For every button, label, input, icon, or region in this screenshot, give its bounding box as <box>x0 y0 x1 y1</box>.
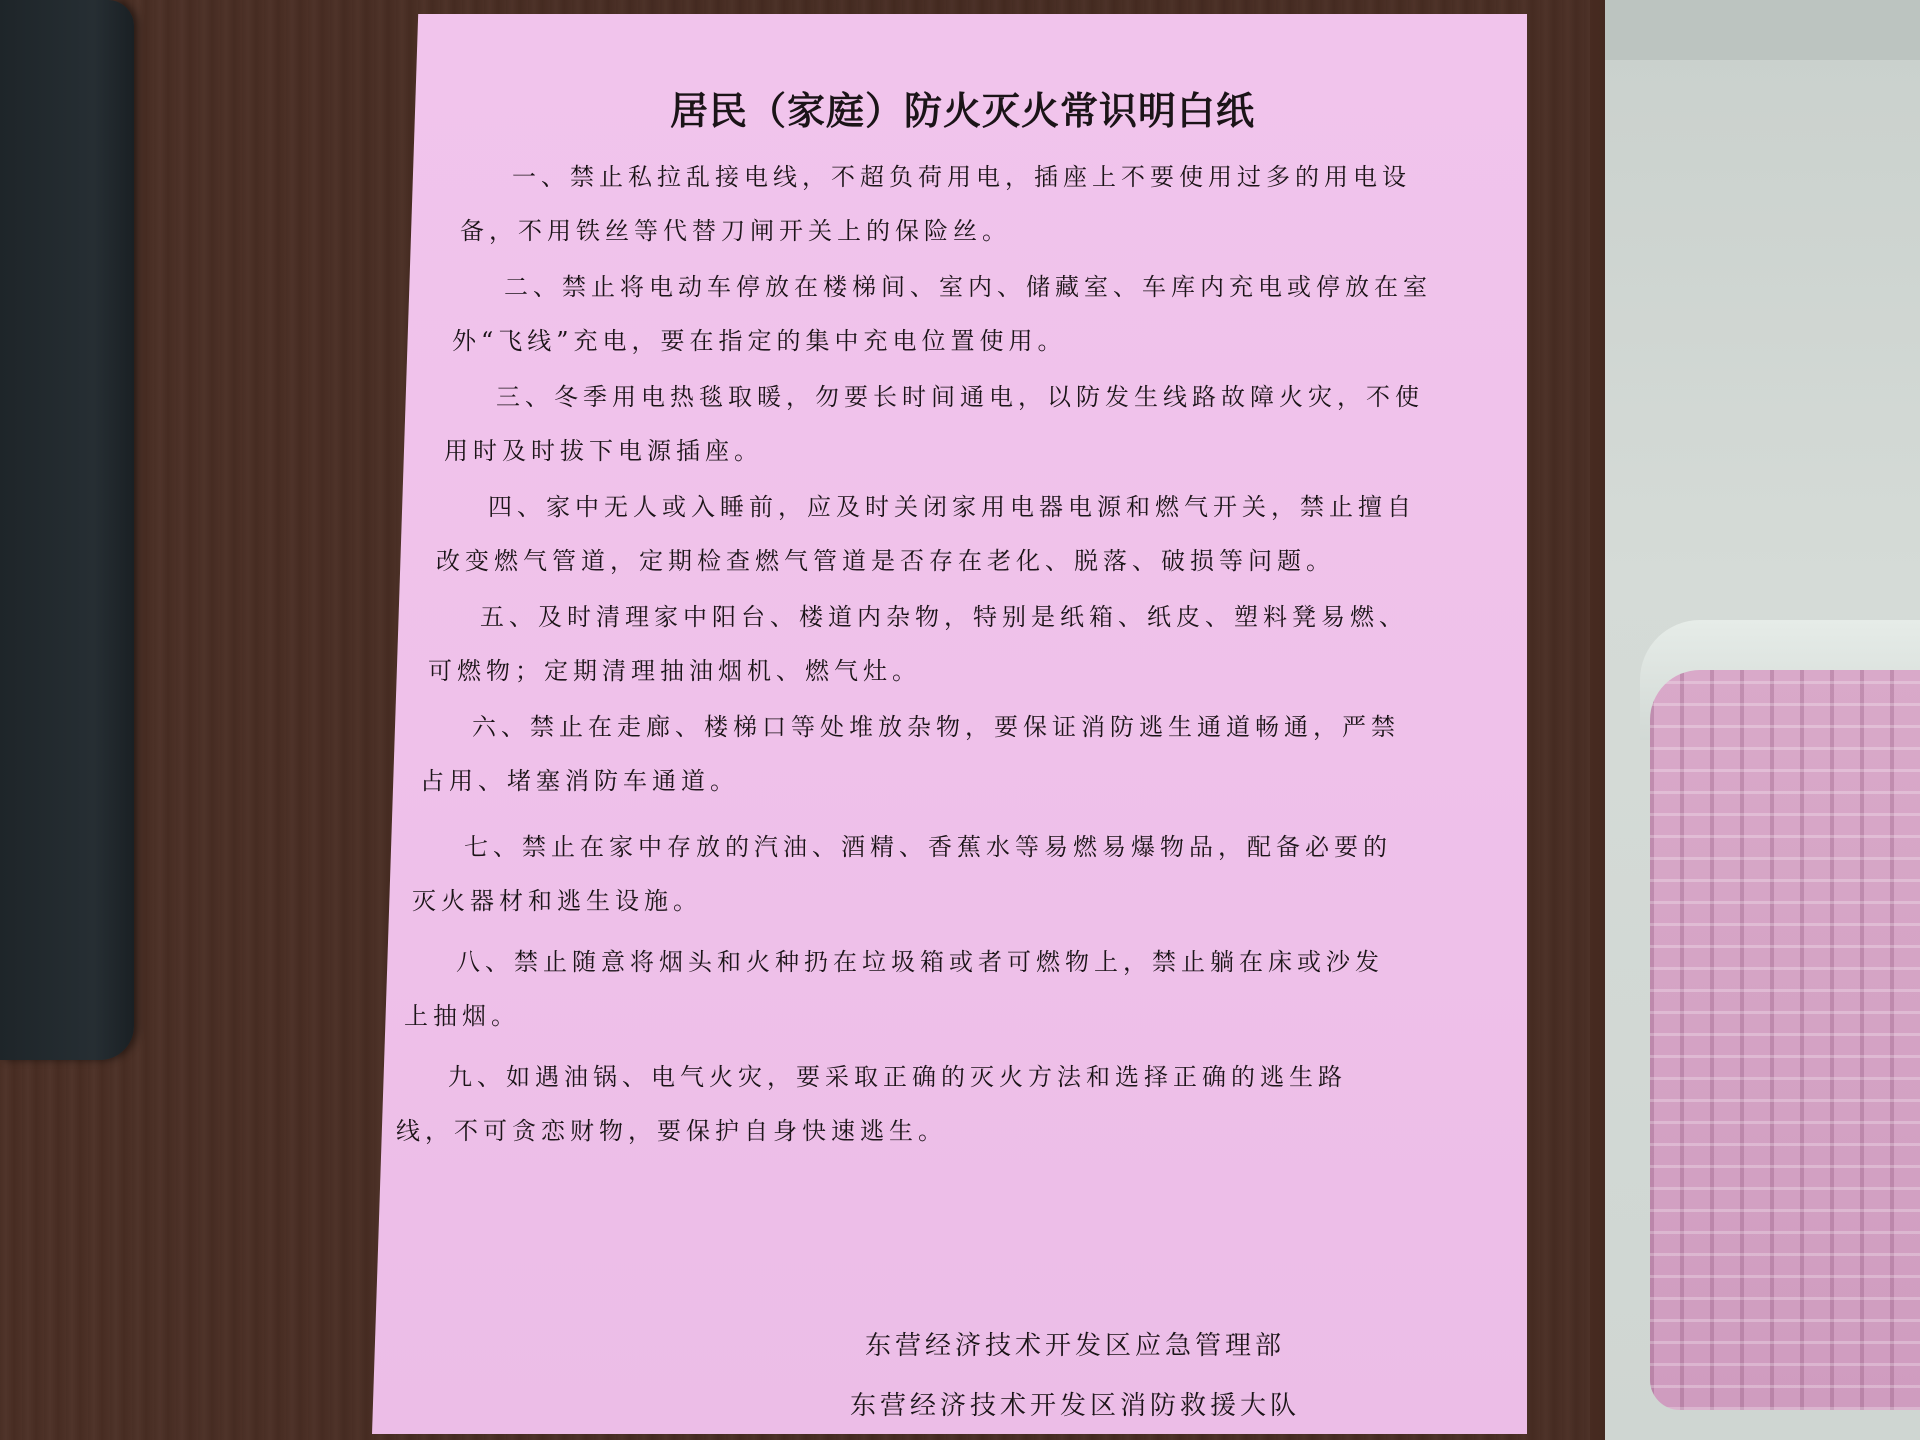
notice-item-4: 四、家中无人或入睡前，应及时关闭家用电器电源和燃气开关，禁止擅自改变燃气管道，定期检查燃气管道是否存在老化、脱落、破损等问题。 <box>436 493 1416 575</box>
notice-item-6: 六、禁止在走廊、楼梯口等处堆放杂物，要保证消防逃生通道畅通，严禁占用、堵塞消防车通道。 <box>420 713 1400 795</box>
notice-item-2: 二、禁止将电动车停放在楼梯间、室内、储藏室、车库内充电或停放在室外“飞线”充电，要在指定的集中充电位置使用。 <box>452 273 1432 355</box>
notice-title: 居民（家庭）防火灭火常识明白纸 <box>670 89 1256 133</box>
notice-item-7: 七、禁止在家中存放的汽油、酒精、香蕉水等易燃易爆物品，配备必要的灭火器材和逃生设施。 <box>412 833 1392 915</box>
notice-item-9: 九、如遇油锅、电气火灾，要采取正确的灭火方法和选择正确的逃生路线，不可贪恋财物，要保护自身快速逃生。 <box>396 1063 1347 1145</box>
issuer-emergency-dept: 东营经济技术开发区应急管理部 <box>865 1331 1286 1361</box>
wall-trim <box>1605 0 1920 60</box>
pink-chair <box>1650 670 1920 1410</box>
notice-item-5: 五、及时清理家中阳台、楼道内杂物，特别是纸箱、纸皮、塑料凳易燃、可燃物；定期清理抽油烟机、燃气灶。 <box>428 603 1408 685</box>
notice-item-3: 三、冬季用电热毯取暖，勿要长时间通电，以防发生线路故障火灾，不使用时及时拔下电源插座。 <box>444 383 1424 465</box>
desk-mat <box>0 0 134 1060</box>
notice-item-8: 八、禁止随意将烟头和火种扔在垃圾箱或者可燃物上，禁止躺在床或沙发上抽烟。 <box>404 948 1384 1030</box>
notice-item-1: 一、禁止私拉乱接电线，不超负荷用电，插座上不要使用过多的用电设备，不用铁丝等代替刀闸开关上的保险丝。 <box>460 163 1411 245</box>
issuer-fire-rescue: 东营经济技术开发区消防救援大队 <box>850 1391 1301 1421</box>
